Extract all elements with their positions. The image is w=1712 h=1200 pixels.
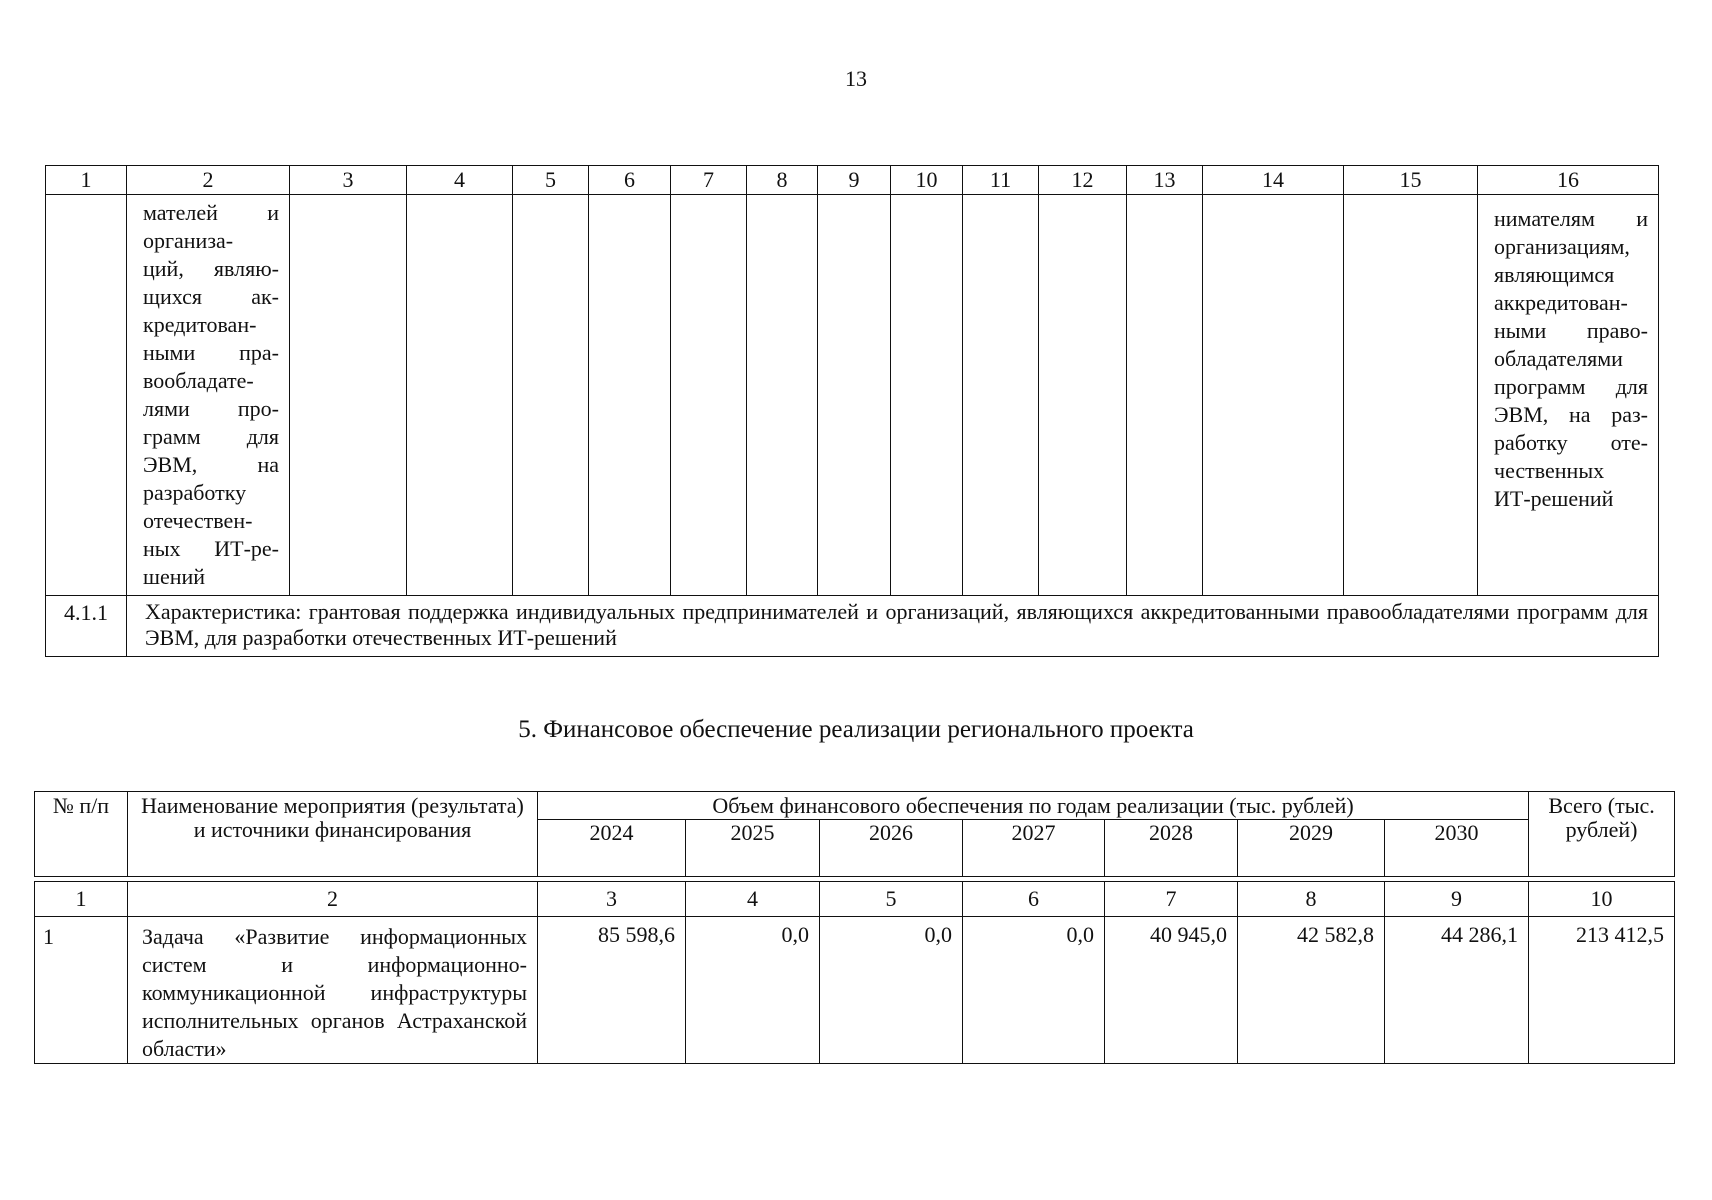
header-year: 2024 bbox=[538, 820, 686, 877]
column-number: 2 bbox=[127, 166, 290, 195]
column-number: 16 bbox=[1478, 166, 1659, 195]
characteristic-text: Характеристика: грантовая поддержка индивидуальных предпринимателей и организаций, являющихся аккредитованными правообладателями программ для ЭВМ, для разработки отечественных ИТ-решений bbox=[127, 596, 1659, 657]
column-number: 3 bbox=[538, 882, 686, 917]
column-number: 5 bbox=[820, 882, 963, 917]
header-volume: Объем финансового обеспечения по годам реализации (тыс. рублей) bbox=[538, 792, 1529, 820]
continued-text-col2: мателей и организа- ций, являю- щихся ак- кредитован- ными пра- вообладате- лями про- грамм для ЭВМ, на разработку отечествен- ных ИТ-ре- шений bbox=[127, 195, 290, 596]
header-row-1 bbox=[35, 792, 1675, 820]
column-number: 12 bbox=[1039, 166, 1127, 195]
row-name: Задача «Развитие информационных систем и информационно-коммуникационной инфраструктуры исполнительных органов Астраханской области» bbox=[128, 917, 538, 1064]
table-row bbox=[35, 917, 1675, 1064]
header-year: 2025 bbox=[686, 820, 820, 877]
empty-cell bbox=[818, 195, 891, 596]
header-year: 2028 bbox=[1105, 820, 1238, 877]
column-number: 14 bbox=[1203, 166, 1344, 195]
empty-cell bbox=[963, 195, 1039, 596]
column-number: 6 bbox=[963, 882, 1105, 917]
page-number: 13 bbox=[845, 66, 867, 91]
header-total: Всего (тыс. рублей) bbox=[1529, 792, 1675, 877]
column-number: 13 bbox=[1127, 166, 1203, 195]
column-number-row bbox=[46, 166, 1659, 195]
column-number: 7 bbox=[671, 166, 747, 195]
column-number: 7 bbox=[1105, 882, 1238, 917]
value-2024: 85 598,6 bbox=[538, 917, 686, 1064]
column-number: 3 bbox=[290, 166, 407, 195]
empty-cell bbox=[747, 195, 818, 596]
continued-row bbox=[46, 195, 1659, 596]
value-2027: 0,0 bbox=[963, 917, 1105, 1064]
value-2030: 44 286,1 bbox=[1385, 917, 1529, 1064]
empty-cell bbox=[891, 195, 963, 596]
financing-table bbox=[34, 791, 1675, 1064]
column-number: 8 bbox=[747, 166, 818, 195]
empty-cell bbox=[407, 195, 513, 596]
row-number: 1 bbox=[35, 917, 128, 1064]
column-number: 6 bbox=[589, 166, 671, 195]
characteristic-row bbox=[46, 596, 1659, 657]
empty-cell bbox=[589, 195, 671, 596]
empty-cell bbox=[513, 195, 589, 596]
value-2029: 42 582,8 bbox=[1238, 917, 1385, 1064]
empty-cell bbox=[1127, 195, 1203, 596]
column-number: 8 bbox=[1238, 882, 1385, 917]
empty-cell bbox=[46, 195, 127, 596]
header-year: 2030 bbox=[1385, 820, 1529, 877]
column-number-row bbox=[35, 882, 1675, 917]
column-number: 4 bbox=[407, 166, 513, 195]
header-year: 2027 bbox=[963, 820, 1105, 877]
column-number: 10 bbox=[1529, 882, 1675, 917]
header-name: Наименование мероприятия (результата) и источники финансирования bbox=[128, 792, 538, 877]
value-total: 213 412,5 bbox=[1529, 917, 1675, 1064]
empty-cell bbox=[671, 195, 747, 596]
column-number: 4 bbox=[686, 882, 820, 917]
section-title: 5. Финансовое обеспечение реализации регионального проекта bbox=[518, 716, 1194, 743]
header-year: 2026 bbox=[820, 820, 963, 877]
value-2025: 0,0 bbox=[686, 917, 820, 1064]
column-number: 1 bbox=[35, 882, 128, 917]
empty-cell bbox=[1203, 195, 1344, 596]
column-number: 10 bbox=[891, 166, 963, 195]
header-number: № п/п bbox=[35, 792, 128, 877]
continued-text-col16: нимателям и организациям, являющимся аккредитован- ными право- обладателями программ для ЭВМ, на раз- работку оте- чественных ИТ-решений bbox=[1478, 195, 1659, 596]
column-number: 2 bbox=[128, 882, 538, 917]
results-table-continued bbox=[45, 165, 1659, 657]
column-number: 9 bbox=[1385, 882, 1529, 917]
header-year: 2029 bbox=[1238, 820, 1385, 877]
row-number: 4.1.1 bbox=[46, 596, 127, 657]
value-2028: 40 945,0 bbox=[1105, 917, 1238, 1064]
empty-cell bbox=[1039, 195, 1127, 596]
column-number: 5 bbox=[513, 166, 589, 195]
value-2026: 0,0 bbox=[820, 917, 963, 1064]
empty-cell bbox=[290, 195, 407, 596]
column-number: 9 bbox=[818, 166, 891, 195]
empty-cell bbox=[1344, 195, 1478, 596]
column-number: 15 bbox=[1344, 166, 1478, 195]
column-number: 1 bbox=[46, 166, 127, 195]
column-number: 11 bbox=[963, 166, 1039, 195]
